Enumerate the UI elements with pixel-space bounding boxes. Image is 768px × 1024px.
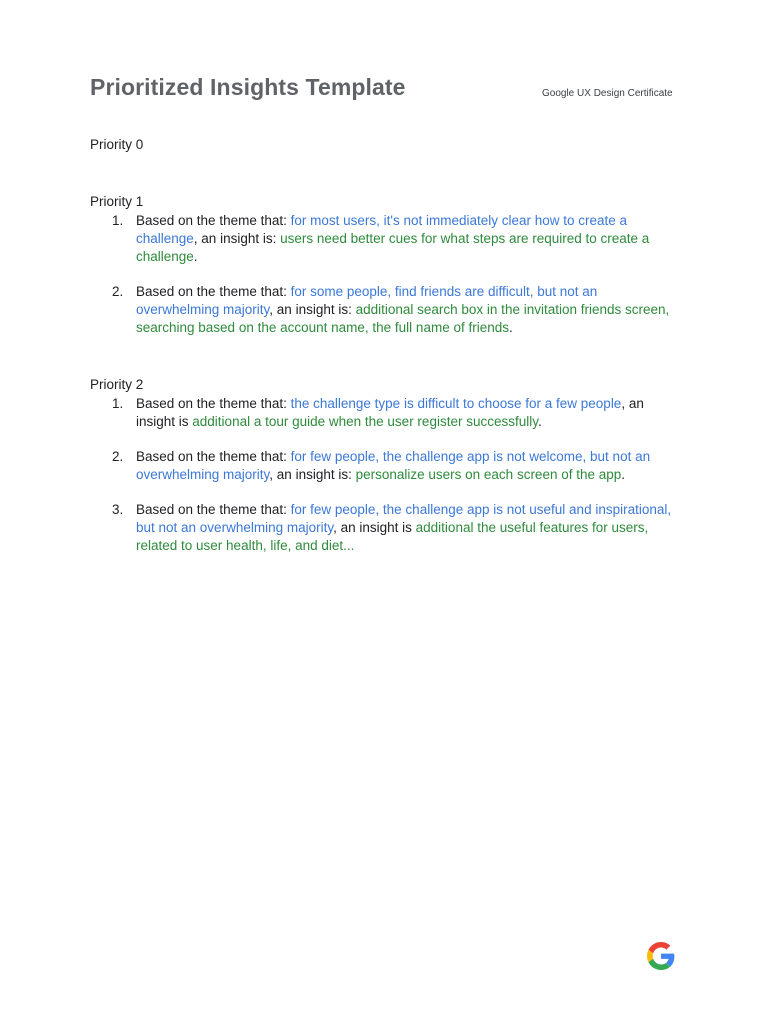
item-number: 3. <box>112 502 124 517</box>
insight-list <box>90 395 680 555</box>
priority-section-0 <box>90 136 680 154</box>
item-end: . <box>193 249 198 264</box>
item-number: 2. <box>112 449 124 464</box>
item-connector: , an insight is: <box>193 231 281 246</box>
google-g-icon <box>647 941 675 971</box>
item-lead: Based on the theme that: <box>136 284 291 299</box>
item-lead: Based on the theme that: <box>136 502 291 517</box>
item-insight: users need better cues for what steps are required to create a challenge <box>136 231 650 264</box>
item-lead: Based on the theme that: <box>136 213 291 228</box>
insight-list <box>90 212 680 337</box>
item-lead: Based on the theme that: <box>136 396 291 411</box>
item-lead: Based on the theme that: <box>136 449 291 464</box>
list-item <box>90 448 680 484</box>
item-theme: for few people, the challenge app is not useful and inspirational, but not an overwhelming majority <box>136 502 672 535</box>
item-theme: for few people, the challenge app is not welcome, but not an overwhelming majority <box>136 449 651 482</box>
certificate-label: Google UX Design Certificate <box>542 88 673 99</box>
priority-section-1 <box>90 193 680 354</box>
list-item <box>90 501 680 555</box>
item-insight: personalize users on each screen of the app <box>355 467 622 482</box>
list-item <box>90 395 680 431</box>
page-title: Prioritized Insights Template <box>90 74 406 100</box>
item-number: 2. <box>112 284 124 299</box>
item-insight: additional a tour guide when the user register successfully <box>192 414 538 429</box>
item-connector: , an insight is <box>136 396 644 429</box>
item-number: 1. <box>112 213 124 228</box>
list-item <box>90 212 680 266</box>
item-connector: , an insight is <box>333 520 416 535</box>
item-theme: for most users, it's not immediately clear how to create a challenge <box>136 213 628 246</box>
item-insight: additional the useful features for users, related to user health, life, and diet... <box>136 520 649 553</box>
priority-heading: Priority 0 <box>90 137 144 152</box>
item-connector: , an insight is: <box>269 467 356 482</box>
list-item <box>90 283 680 337</box>
priority-heading: Priority 1 <box>90 194 144 209</box>
item-end: . <box>537 414 542 429</box>
item-theme: for some people, find friends are difficult, but not an overwhelming majority <box>136 284 598 317</box>
priority-section-2 <box>90 376 680 572</box>
item-end: . <box>621 467 626 482</box>
item-number: 1. <box>112 396 124 411</box>
item-end: . <box>508 320 513 335</box>
priority-heading: Priority 2 <box>90 377 144 392</box>
item-theme: the challenge type is difficult to choose for a few people <box>290 396 622 411</box>
item-connector: , an insight is: <box>269 302 356 317</box>
item-insight: additional search box in the invitation friends screen, searching based on the account name, the full name of friends <box>136 302 670 335</box>
